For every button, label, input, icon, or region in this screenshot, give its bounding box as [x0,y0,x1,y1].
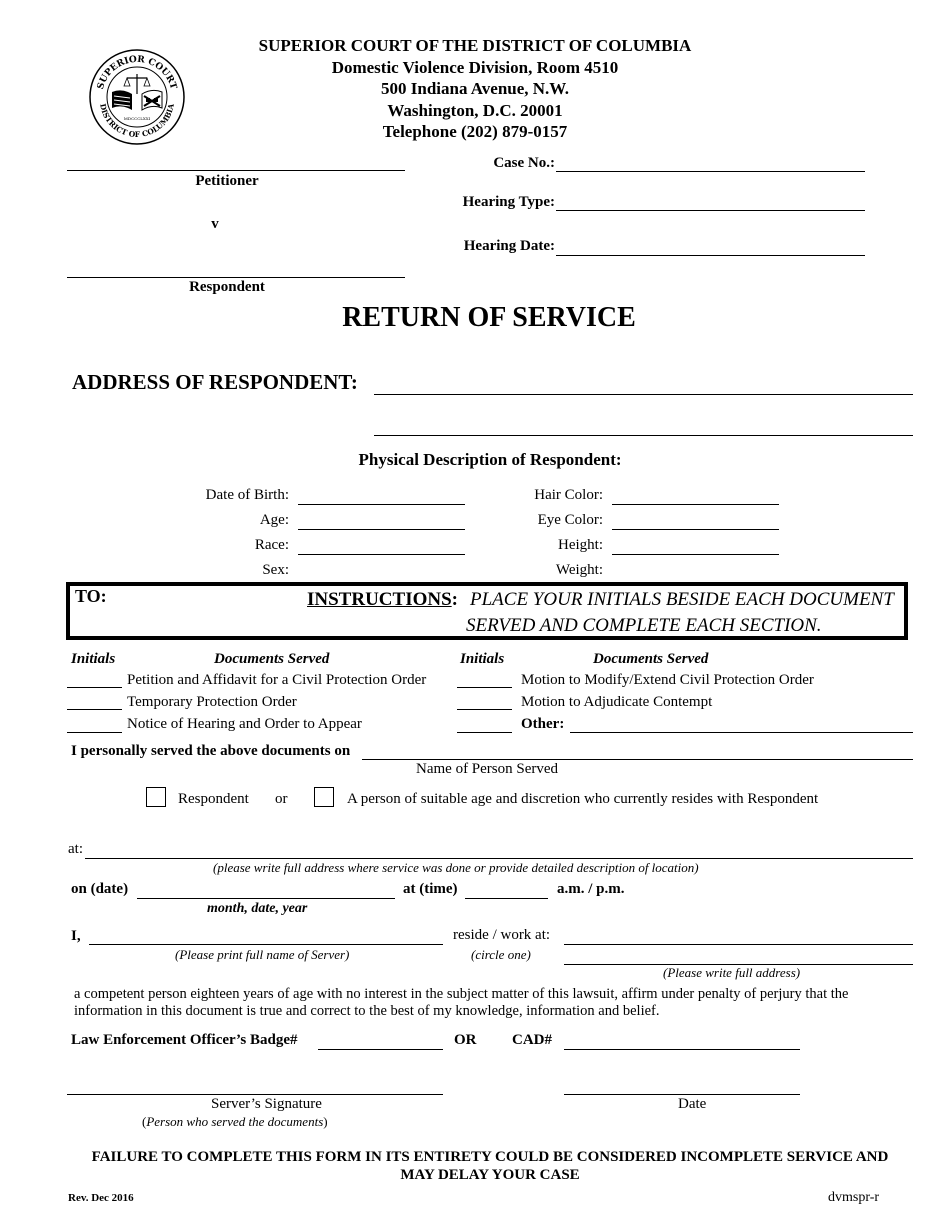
age-field[interactable] [298,529,465,530]
at-time-label: at (time) [403,881,458,897]
warning-line-2: MAY DELAY YOUR CASE [400,1167,580,1183]
to-label: TO: [75,586,107,606]
respondent-label: Respondent [189,279,265,295]
signature-hint-wrap [142,1114,328,1130]
address-label: ADDRESS OF RESPONDENT: [72,370,358,394]
instructions-line-2: SERVED AND COMPLETE EACH SECTION. [466,615,822,636]
hearing-type-field[interactable] [556,210,865,211]
circle-one-hint: (circle one) [471,947,531,962]
city-address: Washington, D.C. 20001 [387,100,563,120]
weight-label: Weight: [555,562,603,578]
race-label: Race: [254,537,289,553]
division: Domestic Violence Division, Room 4510 [331,57,619,77]
court-header [150,35,800,143]
person-served-hint: Name of Person Served [416,761,559,777]
doc-modify: Motion to Modify/Extend Civil Protection Order [521,672,814,688]
date-hint: month, date, year [207,901,308,916]
telephone: Telephone (202) 879-0157 [382,122,568,141]
dob-field[interactable] [298,504,465,505]
location-hint: (please write full address where service was done or provide detailed description of location) [213,860,699,875]
height-field[interactable] [612,554,779,555]
address-field-2[interactable] [374,435,913,436]
doc-contempt: Motion to Adjudicate Contempt [521,694,713,710]
age-label: Age: [259,512,289,528]
hair-color-label: Hair Color: [534,487,603,503]
form-code: dvmspr-r [828,1190,880,1205]
case-no-field[interactable] [556,171,865,172]
initials-field-modify[interactable] [457,687,512,688]
served-on-label: I personally served the above documents on [71,743,351,759]
signature-label: Server’s Signature [211,1096,322,1112]
signature-hint: Person who served the documents [146,1114,324,1129]
on-date-label: on (date) [71,881,129,897]
eye-color-label: Eye Color: [537,512,603,528]
other-field[interactable] [570,732,913,733]
reside-work-label: reside / work at: [453,927,551,943]
or-label: or [275,791,288,807]
service-location-field[interactable] [85,858,913,859]
hearing-type-label: Hearing Type: [462,194,555,210]
initials-header-left: Initials [71,651,116,667]
i-label: I, [71,928,81,944]
server-address-field-1[interactable] [564,944,913,945]
respondent-line[interactable] [67,277,405,278]
page-title: RETURN OF SERVICE [342,302,636,333]
petitioner-line[interactable] [67,170,405,171]
warning-line-1: FAILURE TO COMPLETE THIS FORM IN ITS ENTIRETY COULD BE CONSIDERED INCOMPLETE SERVICE AND [91,1149,889,1165]
cad-field[interactable] [564,1049,800,1050]
respondent-option-label: Respondent [178,791,249,807]
affirmation-text: a competent person eighteen years of age with no interest in the subject matter of this lawsuit, affirm under penalty of perjury that the information in this document is true and correct to the best of my knowledge, information and belief. [74,986,849,1019]
court-name: SUPERIOR COURT OF THE DISTRICT OF COLUMBIA [258,36,692,55]
street-address: 500 Indiana Avenue, N.W. [381,79,569,98]
height-label: Height: [558,537,603,553]
cad-label: CAD# [512,1032,552,1048]
initials-field-tpo[interactable] [67,709,122,710]
signature-hint-open: ( [142,1114,147,1129]
instructions-colon: : [451,589,458,610]
signature-hint-close: ) [323,1114,328,1129]
seal-text-bottom: DISTRICT OF COLUMBIA [98,102,176,140]
address-field-1[interactable] [374,394,913,395]
at-label: at: [68,841,83,857]
hearing-date-label: Hearing Date: [463,238,555,254]
versus-label: v [211,216,219,232]
dob-label: Date of Birth: [205,487,289,503]
hair-color-field[interactable] [612,504,779,505]
or-badge-label: OR [454,1032,477,1048]
seal-text-top: SUPERIOR COURT [95,54,179,91]
documents-header-left: Documents Served [214,651,330,667]
seal-text-center: MDCCCLXXI [123,116,151,121]
ampm-label: a.m. / p.m. [557,881,625,897]
documents-header-right: Documents Served [593,651,709,667]
server-name-field[interactable] [89,944,443,945]
revision-date: Rev. Dec 2016 [68,1192,134,1204]
badge-field[interactable] [318,1049,443,1050]
signature-field[interactable] [67,1094,443,1095]
date-label: Date [678,1096,707,1112]
hearing-date-field[interactable] [556,255,865,256]
race-field[interactable] [298,554,465,555]
server-name-hint: (Please print full name of Server) [175,947,350,962]
respondent-checkbox[interactable] [146,787,166,807]
person-served-field[interactable] [362,759,913,760]
suitable-person-label: A person of suitable age and discretion who currently resides with Respondent [347,791,819,807]
suitable-person-checkbox[interactable] [314,787,334,807]
petitioner-label: Petitioner [195,173,259,189]
instructions-line-1: PLACE YOUR INITIALS BESIDE EACH DOCUMENT [470,589,894,610]
service-date-field[interactable] [137,898,395,899]
server-address-hint: (Please write full address) [663,965,801,980]
initials-field-other[interactable] [457,732,512,733]
initials-field-petition[interactable] [67,687,122,688]
doc-petition: Petition and Affidavit for a Civil Protection Order [127,672,427,688]
instructions-label-wrap [307,589,458,611]
initials-header-right: Initials [460,651,505,667]
doc-other-label: Other: [521,716,565,732]
badge-label: Law Enforcement Officer’s Badge# [71,1032,298,1048]
instructions-label: INSTRUCTIONS [307,589,452,610]
doc-tpo: Temporary Protection Order [127,694,297,710]
case-no-label: Case No.: [493,155,555,171]
service-time-field[interactable] [465,898,548,899]
date-field[interactable] [564,1094,800,1095]
doc-notice: Notice of Hearing and Order to Appear [127,716,362,732]
initials-field-contempt[interactable] [457,709,512,710]
physical-heading: Physical Description of Respondent: [358,450,622,469]
sex-label: Sex: [262,562,289,578]
eye-color-field[interactable] [612,529,779,530]
initials-field-notice[interactable] [67,732,122,733]
